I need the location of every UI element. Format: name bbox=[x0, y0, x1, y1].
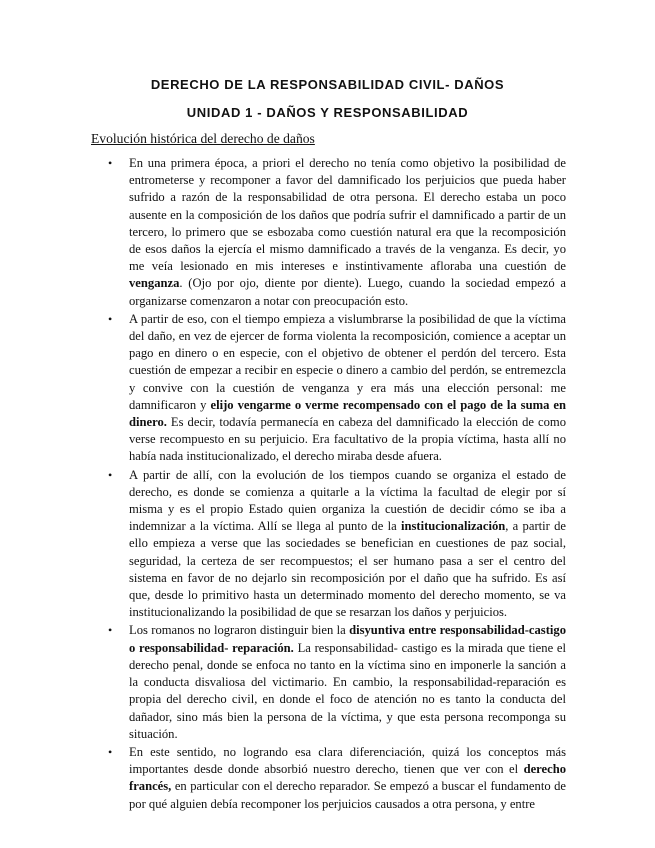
list-item bbox=[108, 311, 566, 466]
list-item bbox=[108, 622, 566, 742]
text-run: . (Ojo por ojo, diente por diente). Luego, cuando la sociedad empezó a organizarse comenzaron a notar con preocupación esto. bbox=[129, 276, 566, 308]
bold-text-run: institucionalización bbox=[400, 519, 506, 534]
text-run: La responsabilidad- castigo es la mirada que tiene el derecho penal, donde se enfoca no tanto en la víctima sino en imponerle la sanción a la conducta disvaliosa del victimario. En cambio, la responsabilidad-reparación es propia del derecho civil, en donde el foco de atención no es tanto la conducta del dañador, sino más bien la persona de la víctima, y que esta persona recomponga su situación. bbox=[129, 640, 566, 741]
text-run: Es decir, todavía permanecía en cabeza del damnificado la elección de como verse recompuesto en su perjuicio. Era facultativo de la propia víctima, hasta allí no había nada institucionalizado, el derecho miraba desde afuera. bbox=[129, 415, 566, 464]
bold-text-run: disyuntiva entre responsabilidad-castigo o responsabilidad- reparación. bbox=[129, 623, 566, 655]
text-run: A partir de allí, con la evolución de los tiempos cuando se organiza el estado de derecho, es donde se comienza a quitarle a la víctima la facultad de elegir por sí misma y es el propio Estado quien organiza la cuestión de decidir cómo se iba a indemnizar a la víctima. Allí se llega al punto de la bbox=[129, 467, 566, 534]
unit-title: UNIDAD 1 - DAÑOS Y RESPONSABILIDAD bbox=[186, 105, 469, 120]
bullet-icon: • bbox=[108, 623, 113, 638]
list-item bbox=[108, 155, 566, 310]
bold-text-run: venganza bbox=[129, 276, 180, 291]
bullet-icon: • bbox=[108, 744, 113, 759]
text-run: Los romanos no lograron distinguir bien la bbox=[129, 623, 350, 638]
text-run: En este sentido, no logrando esa clara diferenciación, quizá los conceptos más importantes desde donde absorbió nuestro derecho, tienen que ver con el bbox=[129, 744, 566, 777]
list-item bbox=[108, 744, 566, 813]
section-heading: Evolución histórica del derecho de daños bbox=[91, 131, 315, 146]
text-run: en particular con el derecho reparador. Se empezó a buscar el fundamento de por qué alguien debía recomponer los perjuicios causados a otra persona, y entre bbox=[129, 779, 566, 811]
bullet-icon: • bbox=[108, 311, 113, 326]
text-run: , a partir de ello empieza a verse que las sociedades se benefician en cuestiones de paz social, seguridad, la certeza de ser recompuestos; el ser humano pasa a ser el centro del sistema en favor de no dejarlo sin recomposición por el daño que ha sufrido. Es así que, desde lo primitivo hasta un determinado momento del derecho momento, se va institucionalizando la posibilidad de que se resarzan los daños y perjuicios. bbox=[129, 519, 566, 620]
bold-text-run: elijo vengarme o verme recompensado con el pago de la suma en dinero. bbox=[129, 397, 566, 430]
bullet-icon: • bbox=[108, 156, 113, 170]
bold-text-run: derecho francés, bbox=[129, 762, 566, 794]
text-run: En una primera época, a priori el derecho no tenía como objetivo la posibilidad de entrometerse y recomponer a favor del damnificado los perjuicios que pueda haber sufrido a razón de la responsabilidad de otra persona. El derecho estaba un poco ausente en la composición de los daños que podría sufrir el damnificado a partir de un tercero, lo primero que se esbozaba como cuestión natural era que la recomposición de esos daños la ejercía el mismo damnificado a través de la venganza. Es decir, yo me veía lesionado en mis intereses e instintivamente afloraba una cuestión de bbox=[129, 156, 566, 274]
document-title: DERECHO DE LA RESPONSABILIDAD CIVIL- DAÑOS bbox=[150, 77, 505, 92]
list-item bbox=[108, 467, 566, 622]
bullet-icon: • bbox=[108, 467, 113, 482]
bullet-list bbox=[108, 155, 566, 814]
text-run: A partir de eso, con el tiempo empieza a vislumbrarse la posibilidad de que la víctima del daño, en vez de ejercer de forma violenta la recomposición, comience a aceptar un pago en dinero o en especie, con el objetivo de obtener el perdón del tercero. Esta cuestión de empezar a recibir en especie o dinero a cambio del perdón, se entremezcla y convive con la cuestión de venganza y era más una elección personal: me damnificaron y bbox=[129, 311, 566, 412]
